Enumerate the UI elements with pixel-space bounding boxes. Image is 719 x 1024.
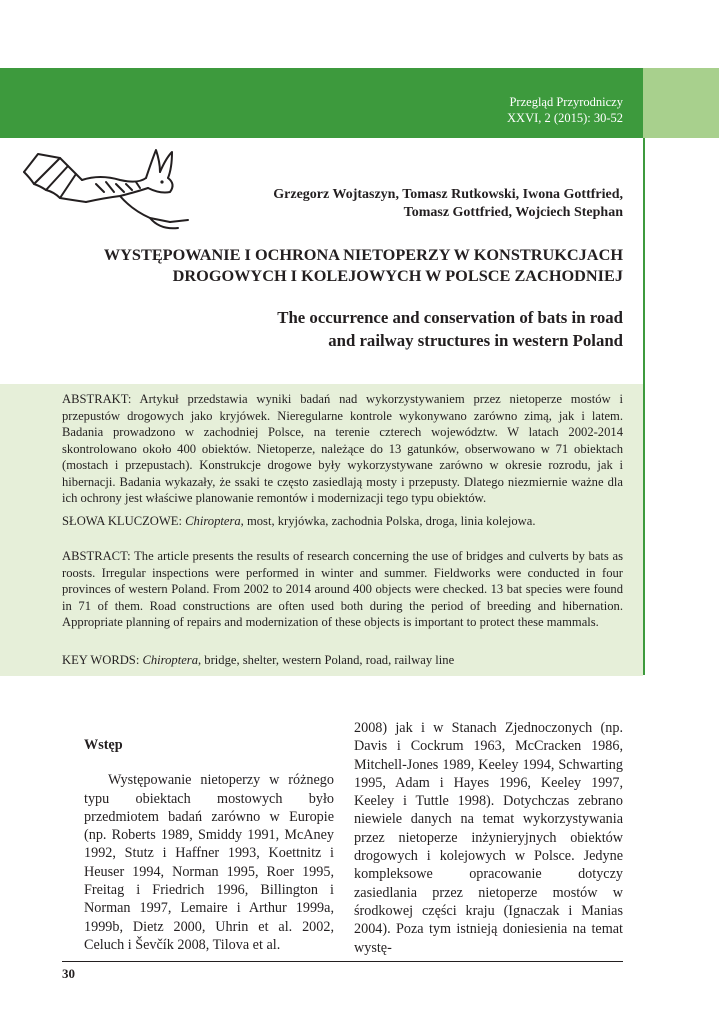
abstract-polish bbox=[62, 391, 623, 507]
side-strip bbox=[643, 138, 719, 675]
authors-line-1: Grzegorz Wojtaszyn, Tomasz Rutkowski, Iwona Gottfried, bbox=[273, 187, 623, 202]
title-polish-line-1: WYSTĘPOWANIE I OCHRONA NIETOPERZY W KONSTRUKCJACH bbox=[103, 245, 623, 264]
body-column-left bbox=[84, 736, 334, 954]
abstract-english-text: The article presents the results of research concerning the use of bridges and culverts by bats as roosts. Irregular inspections were performed in winter and summer. Fieldworks were conducted in four provinces of western Poland. From 2002 to 2014 around 400 objects were checked. 13 bat species were found in 71 of them. Road constructions are often used both during the period of breeding and hibernation. Appropriate planning of repairs and modernization of these objects is important to protect these mammals. bbox=[62, 549, 623, 629]
keywords-polish-rest: , most, kryjówka, zachodnia Polska, droga, linia kolejowa. bbox=[240, 514, 536, 528]
title-polish bbox=[40, 244, 623, 286]
journal-name: Przegląd Przyrodniczy bbox=[509, 95, 623, 109]
keywords-polish bbox=[62, 513, 623, 530]
keywords-polish-label: SŁOWA KLUCZOWE: bbox=[62, 514, 182, 528]
abstract-english-label: ABSTRACT: bbox=[62, 549, 131, 563]
authors-line-2: Tomasz Gottfried, Wojciech Stephan bbox=[403, 205, 623, 220]
title-polish-line-2: DROGOWYCH I KOLEJOWYCH W POLSCE ZACHODNIEJ bbox=[172, 266, 623, 285]
abstract-polish-text: Artykuł przedstawia wyniki badań nad wykorzystywaniem przez nietoperze mostów i przepustów drogowych jako kryjówek. Nieregularne kontrole wykonywano zarówno zimą, jak i latem. Badania prowadzono w zachodniej Polsce, na terenie czterech województw. W latach 2002-2014 skontrolowano około 400 obiektów. Nietoperze, należące do 13 gatunków, obserwowano w 71 obiektach (mostach i przepustach). Konstrukcje drogowe były wykorzystywane zarówno w okresie rozrodu, jak i hibernacji. Badania wykazały, że ssaki te często zasiedlają mosty i przepusty. Dlatego niezmiernie ważne dla ich ochrony jest właściwe planowanie remontów i modernizacji tego typu obiektów. bbox=[62, 392, 623, 505]
authors bbox=[203, 186, 623, 222]
journal-info bbox=[507, 94, 623, 126]
bat-icon bbox=[20, 140, 192, 232]
section-heading: Wstęp bbox=[84, 737, 123, 753]
page-number: 30 bbox=[62, 966, 75, 981]
abstract-english bbox=[62, 548, 623, 631]
body-column-right bbox=[354, 719, 623, 957]
journal-issue: XXVI, 2 (2015): 30-52 bbox=[507, 111, 623, 125]
keywords-english-label: KEY WORDS: bbox=[62, 653, 140, 667]
body-paragraph-left: Występowanie nietoperzy w różnego typu obiektach mostowych było przedmiotem badań zarówno w Europie (np. Roberts 1989, Smiddy 1991, McAney 1992, Stutz i Haffner 1993, Koettnitz i Heuser 1994, Norman 1995, Roer 1995, Freitag i Friedrich 1996, Billington i Norman 1997, Lemaire i Arthur 1999a, 1999b, Dietz 2000, Uhrin et al. 2002, Celuch i Ševčík 2008, Tilova et al. bbox=[84, 772, 334, 953]
keywords-english-rest: , bridge, shelter, western Poland, road, railway line bbox=[198, 653, 455, 667]
title-english-line-1: The occurrence and conservation of bats in road bbox=[277, 308, 623, 327]
footer-rule bbox=[62, 961, 623, 962]
keywords-english-italic: Chiroptera bbox=[142, 653, 198, 667]
abstract-polish-label: ABSTRAKT: bbox=[62, 392, 132, 406]
title-english-line-2: and railway structures in western Poland bbox=[328, 331, 623, 350]
keywords-english bbox=[62, 652, 623, 669]
body-paragraph-right: 2008) jak i w Stanach Zjednoczonych (np. Davis i Cockrum 1963, McCracken 1986, Mitchell-Jones 1989, Keeley 1994, Schwarting 1995, Adam i Hayes 1996, Keeley 1997, Keeley i Tuttle 1998). Dotychczas zebrano niewiele danych na temat wykorzystywania przez nietoperze inżynieryjnych obiektów drogowych i kolejowych w Polsce. Jedyne kompleksowe opracowanie dotyczy zasiedlania przez nietoperze mostów w środkowej części kraju (Ignaczak i Manias 2004). Poza tym istnieją doniesienia na temat wystę- bbox=[354, 720, 623, 956]
header-tab bbox=[643, 68, 719, 138]
keywords-polish-italic: Chiroptera bbox=[185, 514, 241, 528]
title-english bbox=[200, 306, 623, 352]
